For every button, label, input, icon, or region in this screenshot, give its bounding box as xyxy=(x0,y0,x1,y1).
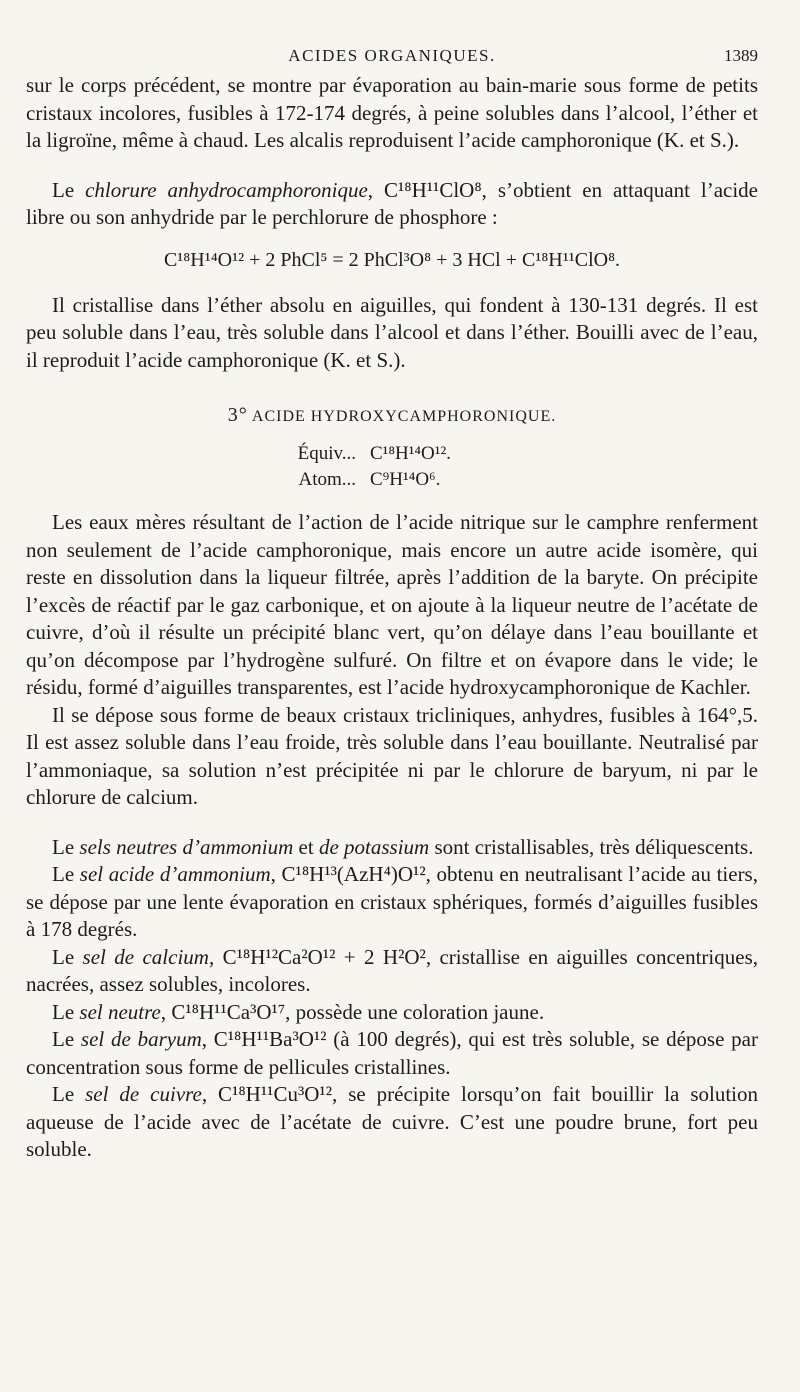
paragraph-1: sur le corps précédent, se montre par évaporation au bain-marie sous forme de petits cristaux incolores, fusibles à 172-174 degrés, à peine solubles dans l’alcool, l’éther et la ligroïne, même à chaud. Les alcalis reproduisent l’acide camphoronique (K. et S.). xyxy=(26,73,758,152)
page-number: 1389 xyxy=(724,46,758,65)
paragraph-sel-cuivre: Le sel de cuivre, C¹⁸H¹¹Cu³O¹², se précipite lorsqu’on fait bouillir la solution aqueuse de l’acide avec de l’acétate de cuivre. C’est une poudre brune, fort peu soluble. xyxy=(26,1082,758,1161)
term-chlorure: chlorure anhydrocamphoronique xyxy=(85,177,368,202)
running-head xyxy=(26,0,758,72)
running-title: ACIDES ORGANIQUES. xyxy=(288,46,496,65)
formula-label: Équiv... xyxy=(297,443,356,464)
paragraph-sel-calcium: Le sel de calcium, C¹⁸H¹²Ca²O¹² + 2 H²O², cristallise en aiguilles concentriques, nacrées, assez solubles, incolores. xyxy=(26,944,758,996)
paragraph-3: Il cristallise dans l’éther absolu en aiguilles, qui fondent à 130-131 degrés. Il est peu soluble dans l’eau, très soluble dans l’alcool et dans l’éther. Bouilli avec de l’eau, il reproduit l’acide camphoronique (K. et S.). xyxy=(26,292,758,372)
section-number: 3° xyxy=(227,404,248,426)
formula-value: C⁹H¹⁴O⁶. xyxy=(370,469,441,490)
paragraph-4: Les eaux mères résultant de l’action de l’acide nitrique sur le camphre renferment non seulement de l’acide camphoronique, mais encore un autre acide isomère, qui reste en dissolution dans la liqueur filtrée, après l’addition de la baryte. On précipite l’excès de réactif par le gaz carbonique, et on ajoute à la liqueur neutre de l’acétate de cuivre, d’où il résulte un précipité blanc vert, qu’on délaye dans l’eau bouillante et qu’on décompose par l’hydrogène sulfuré. On filtre et on évapore dans le vide; le résidu, formé d’aiguilles transparentes, est l’acide hydroxycamphoronique de Kachler. xyxy=(26,510,758,699)
paragraph-sel-neutre: Le sel neutre, C¹⁸H¹¹Ca³O¹⁷, possède une coloration jaune. xyxy=(52,999,545,1024)
section-heading xyxy=(26,404,758,427)
formula-label: Atom... xyxy=(298,469,356,490)
formula-table xyxy=(272,441,512,493)
formula-row-equiv xyxy=(272,441,512,467)
paragraph-5: Il se dépose sous forme de beaux cristaux tricliniques, anhydres, fusibles à 164°,5. Il est assez soluble dans l’eau froide, très soluble dans l’eau bouillante. Neutralisé par l’ammoniaque, sa solution n’est précipitée ni par le chlorure de baryum, ni par le chlorure de calcium. xyxy=(26,702,758,809)
paragraph-sel-baryum: Le sel de baryum, C¹⁸H¹¹Ba³O¹² (à 100 degrés), qui est très soluble, se dépose par concentration sous forme de pellicules cristallines. xyxy=(26,1027,758,1079)
equation: C¹⁸H¹⁴O¹² + 2 PhCl⁵ = 2 PhCl³O⁸ + 3 HCl + C¹⁸H¹¹ClO⁸. xyxy=(163,248,621,271)
paragraph-chlorure: Le chlorure anhydrocamphoronique, C¹⁸H¹¹ClO⁸, s’obtient en attaquant l’acide libre ou son anhydride par le perchlorure de phosphore : xyxy=(26,177,758,229)
paragraph-sel-acide: Le sel acide d’ammonium, C¹⁸H¹³(AzH⁴)O¹², obtenu en neutralisant l’acide au tiers, se dépose par une lente évaporation en cristaux sphériques, formés d’aiguilles fusibles à 178 degrés. xyxy=(26,862,758,941)
formula-row-atom xyxy=(272,467,512,493)
section-title: ACIDE HYDROXYCAMPHORONIQUE. xyxy=(251,408,557,425)
paragraph-sels-neutres: Le sels neutres d’ammonium et de potassium sont cristallisables, très déliquescents. xyxy=(52,834,754,859)
formula-value: C¹⁸H¹⁴O¹². xyxy=(370,443,451,464)
